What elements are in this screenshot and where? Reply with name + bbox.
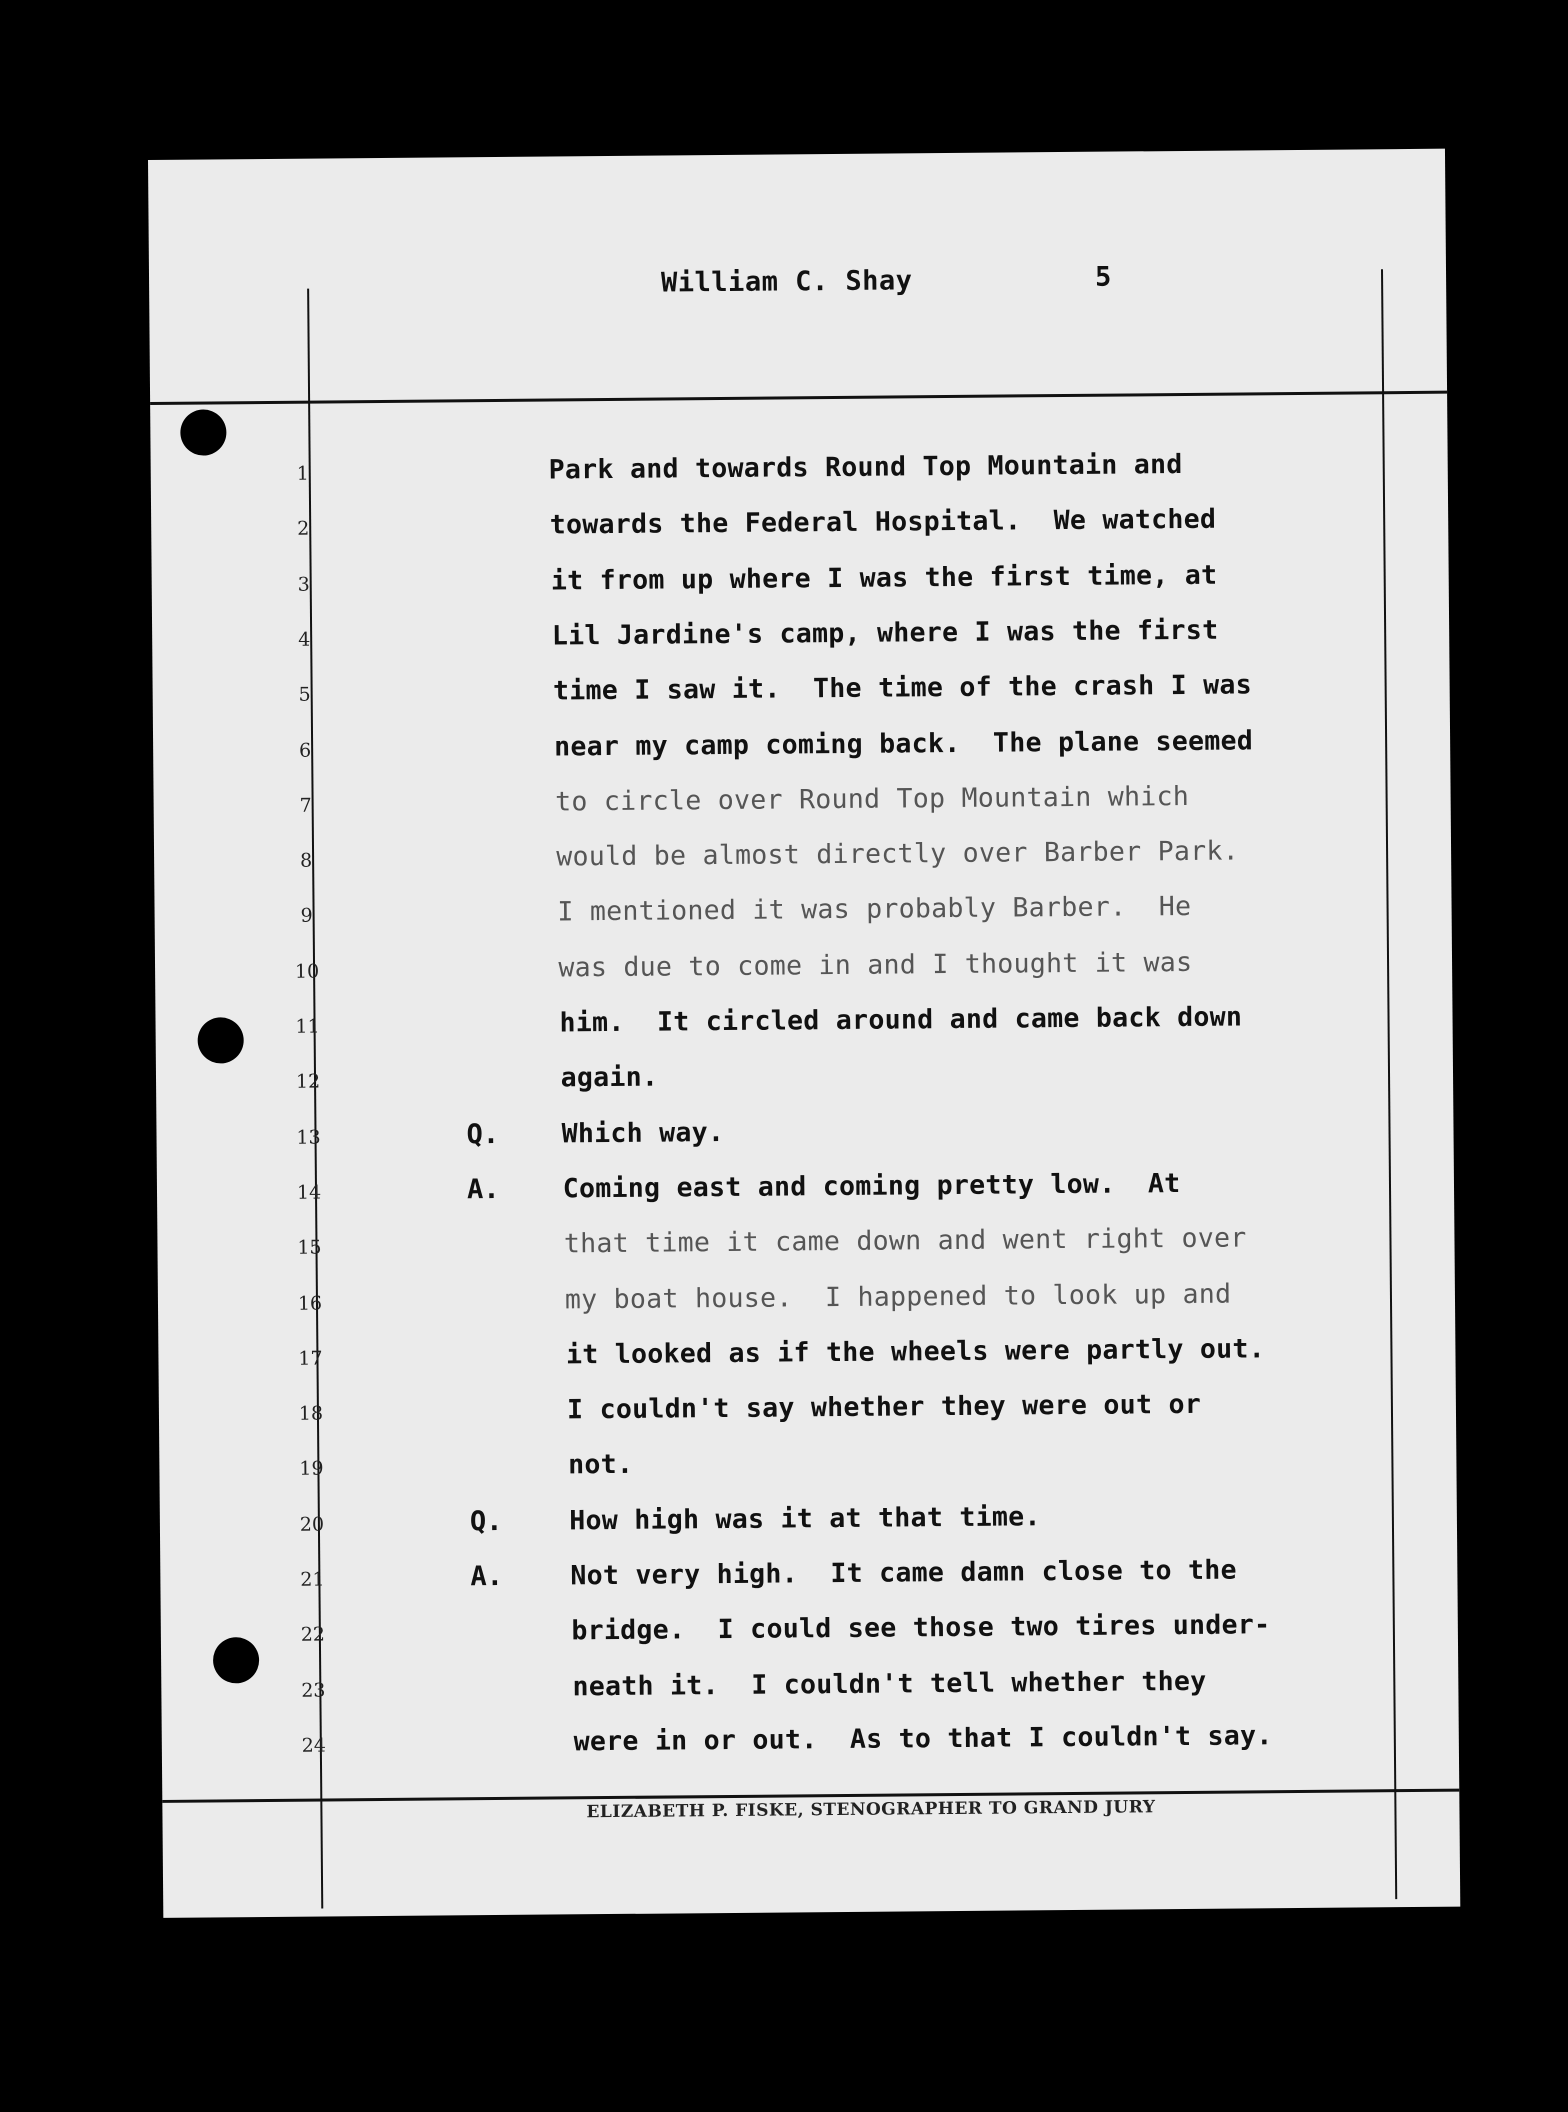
transcript-line-text: Park and towards Round Top Mountain and (548, 448, 1183, 486)
line-number: 8 (299, 849, 313, 872)
line-number: 7 (299, 794, 312, 817)
speaker-label: Q. (469, 1505, 503, 1537)
transcript-line-text: were in or out. As to that I couldn't say. (573, 1720, 1273, 1758)
line-number: 4 (298, 628, 311, 651)
line-number: 20 (299, 1513, 325, 1536)
punch-hole-top (180, 409, 226, 455)
transcript-line-text: it looked as if the wheels were partly out. (565, 1333, 1266, 1371)
transcript-line-text: it from up where I was the first time, at (550, 559, 1218, 597)
transcript-line-text: again. (560, 1061, 659, 1094)
transcript-line-text: Coming east and coming pretty low. At (562, 1167, 1181, 1205)
line-number: 12 (295, 1070, 321, 1094)
line-number: 3 (297, 573, 310, 596)
line-number: 10 (294, 960, 320, 983)
transcript-line-text: was due to come in and I thought it was (558, 946, 1193, 984)
line-number: 19 (299, 1457, 324, 1481)
speaker-label: A. (470, 1560, 504, 1593)
page-number: 5 (1094, 261, 1112, 293)
line-number: 22 (300, 1623, 326, 1647)
line-number: 17 (298, 1347, 323, 1370)
transcript-line-text: Not very high. It came damn close to the (570, 1554, 1237, 1592)
transcript-line-text: him. It circled around and came back down (559, 1001, 1243, 1039)
line-number: 11 (295, 1015, 320, 1038)
witness-name-header: William C. Shay (660, 265, 913, 299)
transcript-line-text: bridge. I could see those two tires under- (571, 1609, 1271, 1647)
transcript-line-text: I couldn't say whether they were out or (566, 1388, 1202, 1426)
transcript-line-text: I mentioned it was probably Barber. He (557, 891, 1192, 928)
transcript-line-text: my boat house. I happened to look up and (564, 1278, 1232, 1315)
line-number: 18 (298, 1402, 324, 1425)
punch-hole-bottom (213, 1637, 259, 1683)
line-number: 14 (296, 1181, 322, 1204)
transcript-line-text: Lil Jardine's camp, where I was the first (551, 614, 1219, 652)
transcript-line-text: not. (568, 1449, 634, 1481)
header-rule (150, 391, 1447, 405)
right-margin-rule (1381, 269, 1397, 1899)
transcript-line-text: near my camp coming back. The plane seemed (553, 724, 1254, 762)
line-number: 15 (297, 1236, 322, 1259)
transcript-line-text: to circle over Round Top Mountain which (555, 780, 1190, 818)
transcript-line-text: towards the Federal Hospital. We watched (549, 503, 1217, 541)
line-number: 13 (296, 1126, 321, 1149)
line-number: 23 (301, 1679, 326, 1702)
speaker-label: Q. (466, 1118, 500, 1150)
transcript-line-text: would be almost directly over Barber Park. (556, 835, 1240, 873)
transcript-line-text: time I saw it. The time of the crash I was (552, 669, 1253, 707)
line-number: 5 (298, 683, 311, 706)
transcript-line-text: neath it. I couldn't tell whether they (572, 1665, 1207, 1702)
line-number: 9 (300, 904, 313, 928)
stenographer-footer: ELIZABETH P. FISKE, STENOGRAPHER TO GRAND JURY (586, 1797, 1156, 1823)
transcript-line-text: that time it came down and went right over (563, 1222, 1247, 1260)
transcript-page (148, 149, 1460, 1918)
line-number: 24 (301, 1734, 327, 1757)
line-number: 21 (300, 1568, 325, 1591)
punch-hole-middle (197, 1017, 243, 1063)
line-number: 1 (296, 462, 309, 485)
line-number: 2 (297, 517, 310, 541)
line-number: 16 (297, 1292, 323, 1315)
transcript-line-text: How high was it at that time. (569, 1500, 1041, 1537)
line-number: 6 (299, 739, 312, 762)
speaker-label: A. (466, 1173, 500, 1206)
transcript-line-text: Which way. (561, 1116, 725, 1150)
